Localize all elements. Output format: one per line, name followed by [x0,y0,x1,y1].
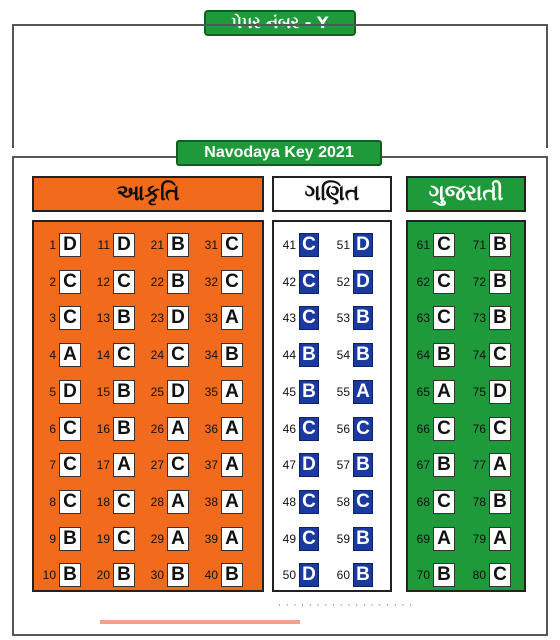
answer-box: D [489,380,511,404]
question-number: 22 [150,274,164,289]
question-number: 41 [282,238,296,252]
answer-box: B [167,563,189,587]
answer-box: B [113,380,135,404]
answer-box: D [299,563,319,587]
section-header-gujarati: ગુજરાતી [406,176,526,212]
question-number: 65 [416,384,430,399]
question-number: 16 [96,421,110,436]
answer-box: B [489,233,511,257]
question-number: 54 [336,348,350,363]
question-number: 17 [96,458,110,473]
question-number: 19 [96,531,110,546]
question-number: 64 [416,348,430,363]
answer-box: C [221,270,243,294]
question-number: 67 [416,458,430,473]
answer-box: B [113,306,135,330]
answer-box: B [489,490,511,514]
answer-box: D [167,306,189,330]
question-number: 18 [96,494,110,509]
answer-box: B [353,563,373,587]
question-number: 71 [472,238,486,252]
question-number: 69 [416,531,430,546]
answer-box: C [299,270,319,294]
answer-box: C [299,233,319,257]
question-number: 11 [97,238,110,252]
question-number: 3 [49,311,56,326]
question-number: 15 [96,384,110,399]
question-number: 59 [336,531,350,546]
answer-box: C [59,306,81,330]
question-number: 70 [416,568,430,583]
question-number: 39 [204,531,218,546]
answer-box: B [489,306,511,330]
question-number: 7 [49,458,56,473]
question-number: 43 [282,311,296,326]
answer-box: A [59,343,81,367]
section-header-akruti: આકૃતિ [32,176,264,212]
answer-box: B [433,453,455,477]
answer-box: A [221,417,243,441]
answer-box: C [113,490,135,514]
answer-box: C [113,527,135,551]
answer-box: A [167,490,189,514]
question-number: 80 [472,568,486,583]
paper-number-label: પેપર નંબર - Y [204,10,356,36]
question-number: 32 [204,274,218,289]
question-number: 50 [282,568,296,583]
answer-box: C [113,270,135,294]
question-number: 35 [204,384,218,399]
bottom-stripe [100,620,300,624]
answer-box: D [59,380,81,404]
question-number: 6 [49,421,56,436]
answer-box: C [433,270,455,294]
question-number: 1 [49,238,56,252]
answer-box: D [299,453,319,477]
answer-box: C [299,490,319,514]
question-number: 38 [204,494,218,509]
answer-box: D [353,270,373,294]
question-number: 63 [416,311,430,326]
question-number: 21 [150,238,164,252]
question-number: 42 [282,274,296,289]
answer-box: C [299,306,319,330]
answer-box: A [489,453,511,477]
answer-box: A [433,527,455,551]
question-number: 55 [336,384,350,399]
footer-note: · · · · · · · · · · · · · · · · · · [278,601,414,611]
answer-box: A [167,527,189,551]
question-number: 51 [336,238,350,252]
page-title: Navodaya Key 2021 [176,140,382,166]
question-number: 73 [472,311,486,326]
question-number: 40 [204,568,218,583]
answer-box: C [433,490,455,514]
answer-box: B [113,563,135,587]
answer-box: B [353,453,373,477]
answer-box: B [433,563,455,587]
answer-box: C [167,343,189,367]
question-number: 4 [49,348,56,363]
question-number: 31 [204,238,218,252]
question-number: 28 [150,494,164,509]
question-number: 66 [416,421,430,436]
answer-box: C [489,417,511,441]
question-number: 8 [49,494,56,509]
question-number: 79 [472,531,486,546]
answer-box: B [299,380,319,404]
answer-box: C [353,417,373,441]
answer-panel-gujarati [406,220,526,592]
question-number: 20 [96,568,110,583]
question-number: 53 [336,311,350,326]
question-number: 25 [150,384,164,399]
answer-box: B [433,343,455,367]
question-number: 47 [282,458,296,473]
question-number: 49 [282,531,296,546]
question-number: 44 [282,348,296,363]
question-number: 52 [336,274,350,289]
answer-panel-ganit [272,220,392,592]
question-number: 77 [472,458,486,473]
answer-panel-akruti [32,220,264,592]
question-number: 2 [49,274,56,289]
question-number: 74 [472,348,486,363]
question-number: 76 [472,421,486,436]
answer-box: C [167,453,189,477]
answer-box: C [59,270,81,294]
answer-box: B [353,343,373,367]
answer-box: A [221,527,243,551]
question-number: 30 [150,568,164,583]
answer-box: C [489,343,511,367]
answer-box: B [299,343,319,367]
answer-box: C [59,490,81,514]
question-number: 14 [96,348,110,363]
question-number: 5 [49,384,56,399]
answer-box: B [353,527,373,551]
question-number: 36 [204,421,218,436]
question-number: 72 [472,274,486,289]
answer-box: B [59,527,81,551]
answer-box: C [489,563,511,587]
answer-box: B [353,306,373,330]
question-number: 57 [336,458,350,473]
answer-box: C [299,527,319,551]
answer-box: C [433,306,455,330]
answer-box: A [167,417,189,441]
answer-box: B [59,563,81,587]
question-number: 33 [204,311,218,326]
answer-box: C [433,417,455,441]
question-number: 34 [204,348,218,363]
question-number: 56 [336,421,350,436]
answer-box: C [433,233,455,257]
answer-box: C [221,233,243,257]
question-number: 12 [96,274,110,289]
answer-box: A [353,380,373,404]
answer-box: A [221,380,243,404]
answer-box: B [221,343,243,367]
answer-box: B [167,270,189,294]
answer-box: A [113,453,135,477]
answer-box: A [433,380,455,404]
answer-box: B [489,270,511,294]
question-number: 24 [150,348,164,363]
answer-box: D [167,380,189,404]
question-number: 45 [282,384,296,399]
answer-box: C [113,343,135,367]
question-number: 9 [49,531,56,546]
section-header-ganit: ગણિત [272,176,392,212]
answer-box: C [299,417,319,441]
question-number: 78 [472,494,486,509]
answer-box: C [59,453,81,477]
answer-box: D [59,233,81,257]
question-number: 27 [150,458,164,473]
answer-box: A [489,527,511,551]
answer-box: A [221,306,243,330]
question-number: 37 [204,458,218,473]
answer-box: B [113,417,135,441]
question-number: 10 [42,568,56,583]
answer-box: A [221,453,243,477]
answer-box: A [221,490,243,514]
answer-box: D [353,233,373,257]
answer-box: D [113,233,135,257]
question-number: 68 [416,494,430,509]
question-number: 23 [150,311,164,326]
question-number: 48 [282,494,296,509]
question-number: 26 [150,421,164,436]
question-number: 61 [416,238,430,252]
answer-box: B [167,233,189,257]
question-number: 62 [416,274,430,289]
question-number: 58 [336,494,350,509]
question-number: 13 [96,311,110,326]
answer-box: B [221,563,243,587]
answer-box: C [59,417,81,441]
question-number: 75 [472,384,486,399]
question-number: 29 [150,531,164,546]
top-frame [12,24,548,148]
question-number: 60 [336,568,350,583]
question-number: 46 [282,421,296,436]
answer-box: C [353,490,373,514]
